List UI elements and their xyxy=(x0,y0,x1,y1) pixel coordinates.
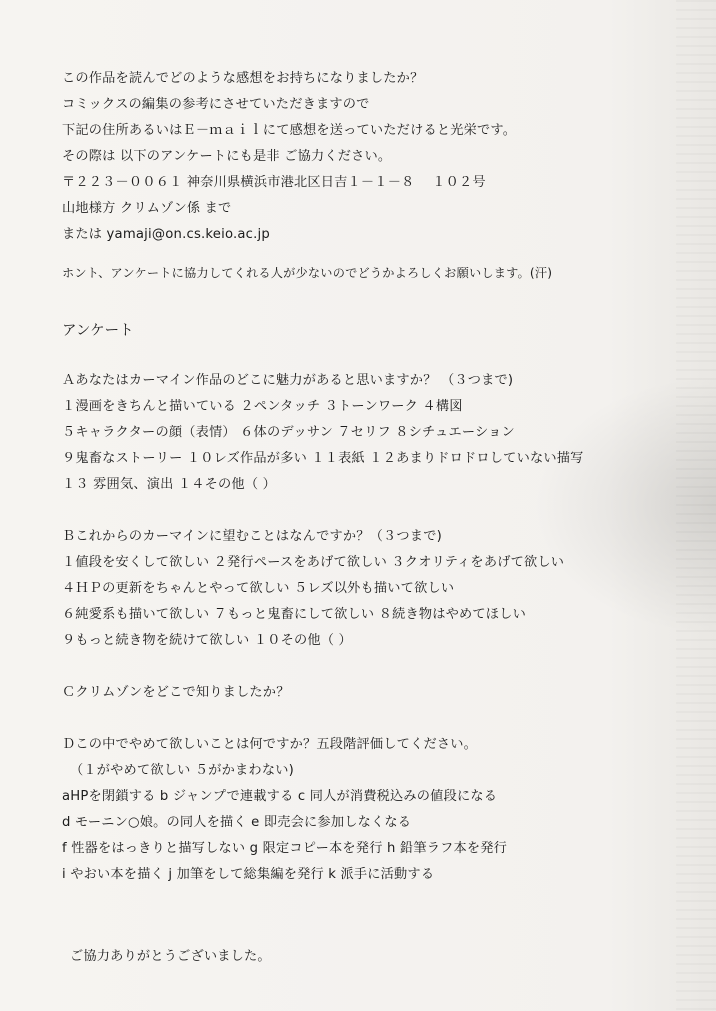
question-d-option-line: i やおい本を描く j 加筆をして総集編を発行 k 派手に活動する xyxy=(62,867,435,882)
addressee: 山地様方 クリムゾン係 まで xyxy=(62,201,232,216)
question-a-option-line: １漫画をきちんと描いている ２ペンタッチ ３トーンワーク ４構図 xyxy=(62,399,463,414)
question-d-scale-note: （１がやめて欲しい ５がかまわない) xyxy=(70,763,294,778)
question-b-title: Ｂこれからのカーマインに望むことはなんですか？（３つまで) xyxy=(62,529,442,544)
question-d-option-line: f 性器をはっきりと描写しない g 限定コピー本を発行 h 鉛筆ラフ本を発行 xyxy=(62,841,508,856)
closing-message: ご協力ありがとうございました。 xyxy=(70,949,271,964)
intro-note: ホント、アンケートに協力してくれる人が少ないのでどうかよろしくお願いします。(汗) xyxy=(62,266,553,280)
question-b-option-line: ９もっと続き物を続けて欲しい １０その他（ ） xyxy=(62,633,352,648)
question-d-option-line: d モーニン○娘。の同人を描く e 即売会に参加しなくなる xyxy=(62,815,412,830)
question-a-option-line: １３ 雰囲気、演出 １４その他（ ） xyxy=(62,477,276,492)
survey-title: アンケート xyxy=(62,323,134,339)
document-content xyxy=(62,66,662,970)
question-d-title: Ｄこの中でやめて欲しいことは何ですか？五段階評価してください。 xyxy=(62,737,478,752)
bleed-through-texture xyxy=(676,0,716,1011)
question-b-option-line: １値段を安くして欲しい ２発行ペースをあげて欲しい ３クオリティをあげて欲しい xyxy=(62,555,565,570)
email-address: または yamaji@on.cs.keio.ac.jp xyxy=(62,227,270,242)
question-d-option-line: aHPを閉鎖する b ジャンプで連載する c 同人が消費税込みの値段になる xyxy=(62,789,498,804)
postal-address: 〒２２３－００６１ 神奈川県横浜市港北区日吉１－１－８ １０２号 xyxy=(62,175,486,190)
question-a-option-line: ５キャラクターの顔（表情） ６体のデッサン ７セリフ ８シチュエーション xyxy=(62,425,515,440)
question-c-title: Ｃクリムゾンをどこで知りましたか？ xyxy=(62,685,290,700)
question-a-option-line: ９鬼畜なストーリー １０レズ作品が多い １１表紙 １２あまりドロドロしていない描写 xyxy=(62,451,584,466)
intro-line: コミックスの編集の参考にさせていただきますので xyxy=(62,97,370,112)
question-a-title: Ａあなたはカーマイン作品のどこに魅力があると思いますか？ （３つまで) xyxy=(62,373,514,388)
intro-line: その際は 以下のアンケートにも是非 ご協力ください。 xyxy=(62,149,392,164)
intro-line: この作品を読んでどのような感想をお持ちになりましたか？ xyxy=(62,71,424,86)
question-b-option-line: ４ＨＰの更新をちゃんとやって欲しい ５レズ以外も描いて欲しい xyxy=(62,581,455,596)
intro-line: 下記の住所あるいはＥ－ｍａｉｌにて感想を送っていただけると光栄です。 xyxy=(62,123,517,138)
question-b-option-line: ６純愛系も描いて欲しい ７もっと鬼畜にして欲しい ８続き物はやめてほしい xyxy=(62,607,526,622)
